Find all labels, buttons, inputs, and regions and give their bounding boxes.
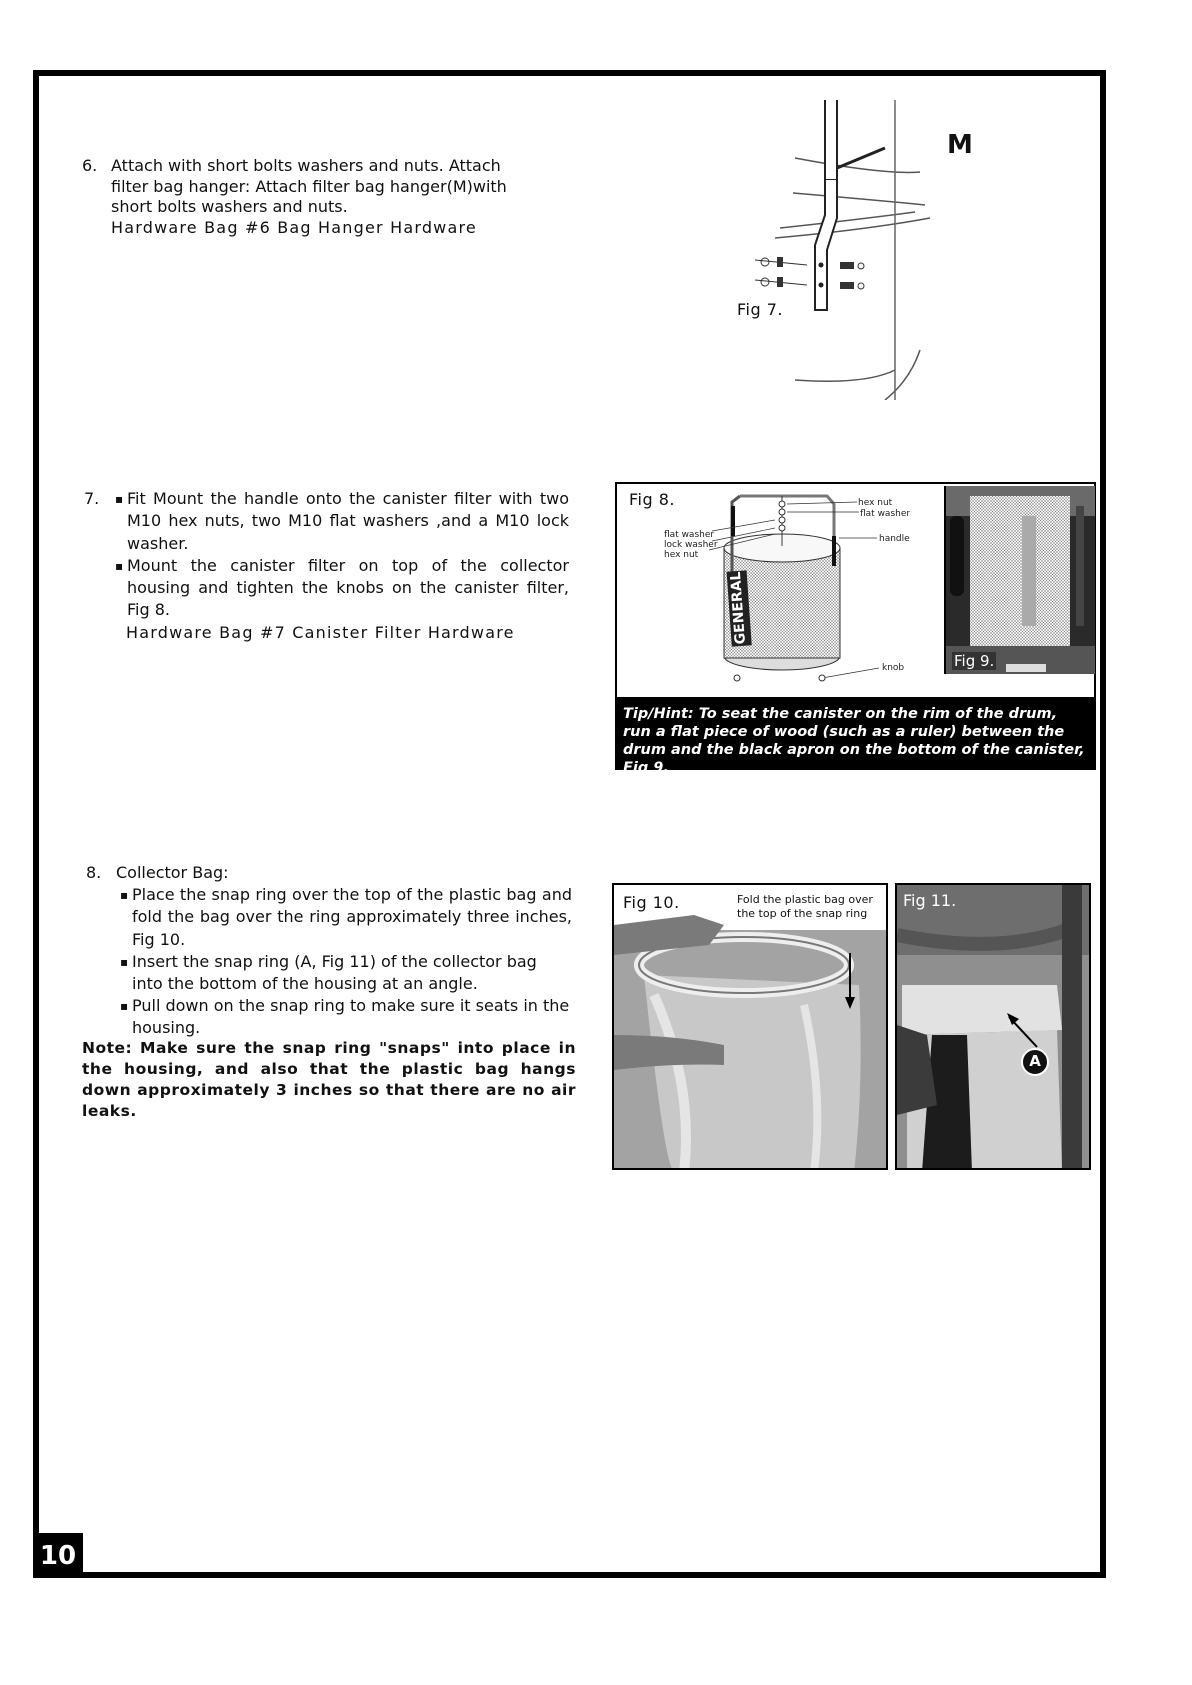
- fig-8-callout-knob: knob: [882, 663, 905, 673]
- fig-8-drawing: [637, 486, 967, 698]
- page-number: 10: [33, 1533, 83, 1578]
- fig-7-label: Fig 7.: [737, 300, 783, 319]
- fig-8-callout-lock-washer: lock washer: [664, 540, 718, 550]
- fig-11-photo: [895, 883, 1091, 1170]
- step-6-line-1: Attach with short bolts washers and nuts. Attach: [111, 156, 501, 175]
- fig-8-callout-hex-nut-top: hex nut: [858, 498, 893, 508]
- tip-hint: Tip/Hint: To seat the canister on the rim of the drum, run a flat piece of wood (such as a ruler) between the drum and the black apron on the bottom of the canister, Fig 9.: [615, 699, 1096, 770]
- fig-10-caption: [737, 893, 873, 921]
- step-8-bullet-2: ▪ Insert the snap ring (A, Fig 11) of the collector bag into the bottom of the housing at an angle.: [120, 951, 572, 995]
- step-8-note: Note: Make sure the snap ring "snaps" into place in the housing, and also that the plastic bag hangs down approximately 3 inches so that there are no air leaks.: [82, 1039, 576, 1120]
- step-8-title: Collector Bag:: [116, 863, 229, 882]
- fig-8-callout-hex-nut: hex nut: [664, 550, 699, 560]
- fig-10-label: Fig 10.: [623, 893, 680, 912]
- step-8-bullet-1: ▪ Place the snap ring over the top of the plastic bag and fold the bag over the ring approximately three inches, Fig 10.: [120, 884, 572, 951]
- fig-8-callout-handle: handle: [879, 534, 910, 544]
- fig-9-photo: [944, 486, 1095, 674]
- step-8-number: 8.: [86, 863, 102, 882]
- fig-8-callout-flat-washer-top: flat washer: [860, 509, 911, 519]
- step-6-line-2: filter bag hanger: Attach filter bag hanger(M)with: [111, 176, 507, 196]
- step-6-line-3: short bolts washers and nuts.: [111, 197, 348, 216]
- fig-7-drawing: [735, 100, 1035, 400]
- step-8-bullet-3: ▪ Pull down on the snap ring to make sure it seats in the housing.: [120, 995, 572, 1039]
- fig-8-brand: GENERAL: [727, 571, 749, 645]
- fig-11-callout-a: A: [1029, 1052, 1041, 1070]
- step-7-number: 7.: [84, 489, 100, 508]
- fig-11-label: Fig 11.: [903, 891, 957, 910]
- step-7-hardware: Hardware Bag #7 Canister Filter Hardware: [126, 622, 515, 642]
- step-7: [84, 488, 569, 644]
- fig-8-callout-flat-washer: flat washer: [664, 530, 715, 540]
- fig-7-callout-m: M: [947, 130, 973, 160]
- fig-8-label: Fig 8.: [629, 490, 675, 509]
- step-8: [86, 862, 572, 1040]
- fig-10-caption-line-2: the top of the snap ring: [737, 907, 868, 920]
- step-7-bullet-1: ▪ Fit Mount the handle onto the canister filter with two M10 hex nuts, two M10 flat washers ,and a M10 lock washer.: [115, 488, 569, 555]
- fig-9-label: Fig 9.: [954, 652, 995, 670]
- step-7-bullet-2: ▪ Mount the canister filter on top of the collector housing and tighten the knobs on the canister filter, Fig 8.: [115, 555, 569, 622]
- step-6-hardware: Hardware Bag #6 Bag Hanger Hardware: [111, 217, 477, 237]
- step-6: [82, 156, 542, 238]
- step-6-number: 6.: [82, 156, 98, 175]
- fig-8-box: [615, 482, 1096, 699]
- fig-10-photo: [612, 883, 888, 1170]
- fig-7: [735, 100, 1035, 400]
- fig-10-caption-line-1: Fold the plastic bag over: [737, 893, 873, 906]
